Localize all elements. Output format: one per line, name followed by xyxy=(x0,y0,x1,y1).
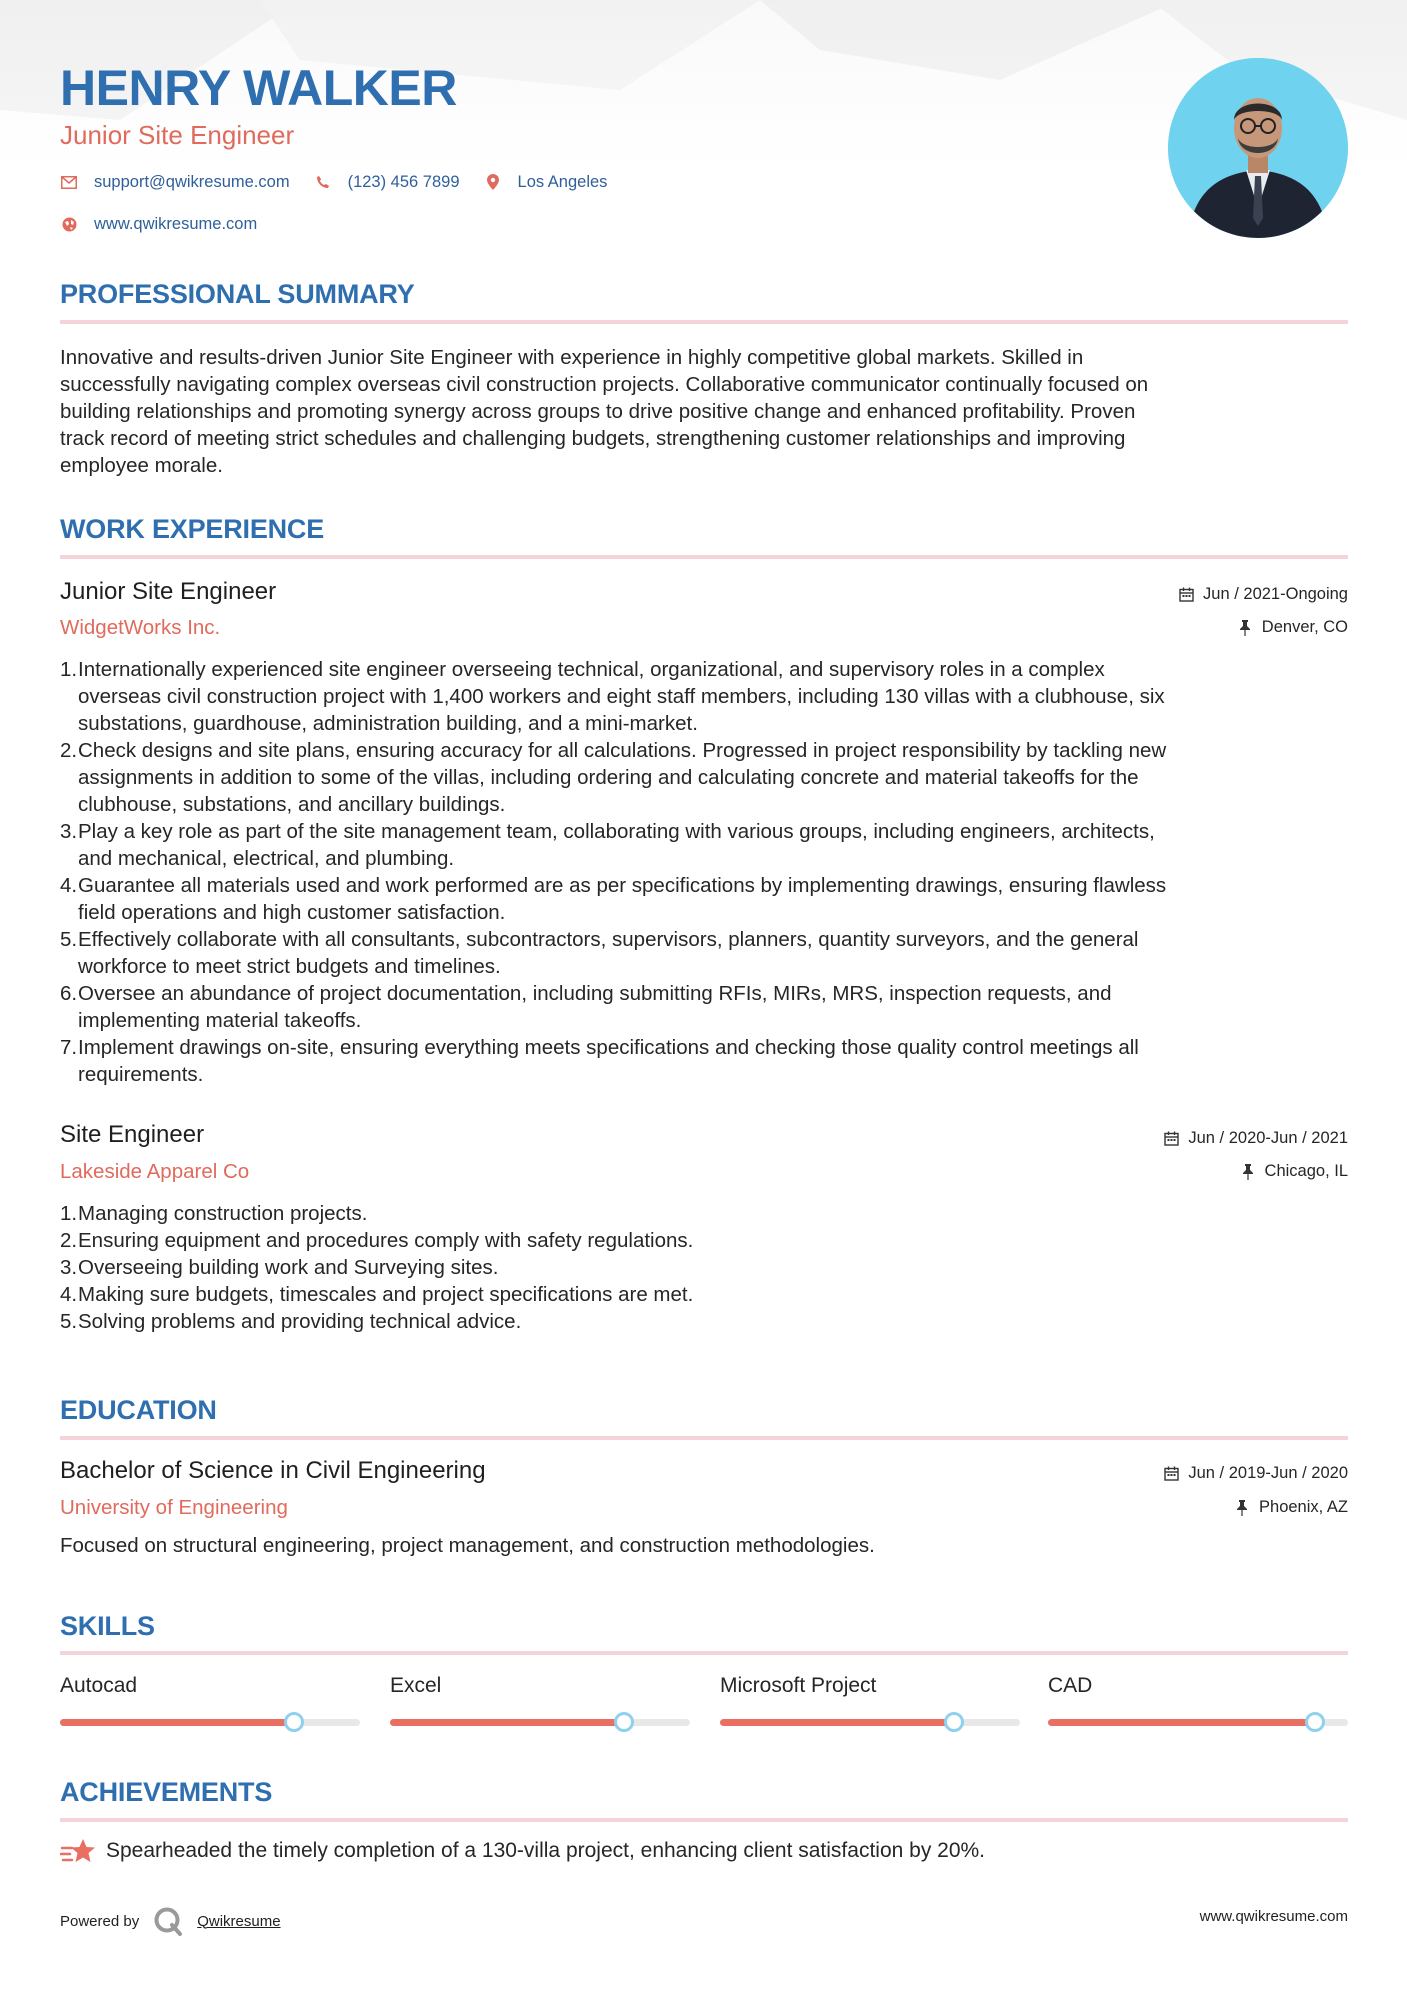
pushpin-icon xyxy=(1235,1500,1251,1516)
skill-microsoft-project xyxy=(720,1674,1020,1698)
list-line: requirements. xyxy=(78,1063,204,1086)
qwikresume-logo-icon xyxy=(153,1906,183,1936)
list-item xyxy=(60,926,1348,980)
contact-row-primary xyxy=(60,170,1348,194)
list-number: 4. xyxy=(60,874,78,897)
experience-divider xyxy=(60,555,1348,559)
list-item-text: Overseeing building work and Surveying sites. xyxy=(78,1256,499,1279)
candidate-name: HENRY WALKER xyxy=(60,60,457,116)
summary-heading: PROFESSIONAL SUMMARY xyxy=(60,279,415,309)
list-line: workforce to meet strict budgets and timelines. xyxy=(78,955,501,978)
list-number: 2. xyxy=(60,739,78,762)
list-item xyxy=(60,980,1348,1034)
achievements-divider xyxy=(60,1818,1348,1822)
qwikresume-link[interactable]: Qwikresume xyxy=(197,1912,281,1930)
footer xyxy=(60,1898,1348,1934)
job-dates-text: Jun / 2020-Jun / 2021 xyxy=(1188,1129,1348,1147)
pushpin-icon xyxy=(1238,620,1254,636)
list-item xyxy=(60,1308,1348,1335)
list-item-text xyxy=(78,818,1155,872)
list-item-text xyxy=(78,1034,1139,1088)
list-number: 1. xyxy=(60,1202,78,1225)
email-text: support@qwikresume.com xyxy=(94,172,290,191)
calendar-icon xyxy=(1164,1466,1180,1482)
school-name: University of Engineering xyxy=(60,1496,288,1519)
footer-website[interactable]: www.qwikresume.com xyxy=(1199,1908,1348,1925)
education-location-text: Phoenix, AZ xyxy=(1259,1498,1348,1516)
list-item xyxy=(60,1227,1348,1254)
list-item-text xyxy=(78,656,1165,737)
skill-level-knob xyxy=(614,1712,634,1732)
job-responsibilities xyxy=(60,656,1348,1088)
pushpin-icon xyxy=(1241,1164,1257,1180)
list-line: field operations and high customer satisfaction. xyxy=(78,901,506,924)
list-item xyxy=(60,1034,1348,1088)
list-item xyxy=(60,872,1348,926)
list-line: overseas civil construction project with 1,400 workers and eight staff members, including 130 villas with a clubhouse, six xyxy=(78,685,1165,708)
skill-bar xyxy=(390,1719,690,1726)
list-item xyxy=(60,656,1348,737)
list-line: Guarantee all materials used and work performed are as per specifications by implementing drawings, ensuring flawless xyxy=(78,874,1167,897)
list-item xyxy=(60,818,1348,872)
education-description: Focused on structural engineering, project management, and construction methodologies. xyxy=(60,1534,875,1557)
list-number: 6. xyxy=(60,982,78,1005)
list-item xyxy=(60,1254,1348,1281)
list-item-text xyxy=(78,926,1138,980)
phone-icon xyxy=(314,173,332,191)
skill-bar-fill xyxy=(720,1719,954,1726)
job-company: Lakeside Apparel Co xyxy=(60,1160,250,1183)
summary-text xyxy=(60,344,1348,479)
list-item-text xyxy=(78,980,1112,1034)
achievement-item xyxy=(60,1836,985,1866)
list-item-text: Managing construction projects. xyxy=(78,1202,368,1225)
list-item-text xyxy=(78,872,1166,926)
degree-title: Bachelor of Science in Civil Engineering xyxy=(60,1457,486,1484)
achievement-text: Spearheaded the timely completion of a 130-villa project, enhancing client satisfaction by 20%. xyxy=(106,1839,986,1862)
list-line: assignments in addition to some of the villas, including ordering and calculating concrete and material takeoffs for the xyxy=(78,766,1139,789)
skill-name: Autocad xyxy=(60,1674,138,1697)
contact-website[interactable] xyxy=(60,215,257,234)
list-number: 5. xyxy=(60,928,78,951)
skill-level-knob xyxy=(1305,1712,1325,1732)
list-item-text: Ensuring equipment and procedures comply with safety regulations. xyxy=(78,1229,694,1252)
list-item-text: Solving problems and providing technical advice. xyxy=(78,1310,522,1333)
list-number: 1. xyxy=(60,658,78,681)
list-number: 3. xyxy=(60,1256,78,1279)
achievements-heading: ACHIEVEMENTS xyxy=(60,1777,273,1807)
education-dates-text: Jun / 2019-Jun / 2020 xyxy=(1188,1464,1348,1482)
education-heading: EDUCATION xyxy=(60,1395,217,1425)
list-line: Oversee an abundance of project documentation, including submitting RFIs, MIRs, MRS, inspection requests, and xyxy=(78,982,1112,1005)
job-title: Junior Site Engineer xyxy=(60,578,277,605)
list-item-text xyxy=(78,737,1166,818)
job-location-text: Chicago, IL xyxy=(1264,1162,1348,1180)
candidate-title: Junior Site Engineer xyxy=(60,120,295,150)
job-dates-text: Jun / 2021-Ongoing xyxy=(1203,585,1348,603)
list-line: substations, guardhouse, administration building, and a mini-market. xyxy=(78,712,698,735)
education-location xyxy=(1235,1498,1348,1517)
job-company: WidgetWorks Inc. xyxy=(60,616,221,639)
skill-bar-fill xyxy=(390,1719,624,1726)
powered-by-label: Powered by xyxy=(60,1912,140,1930)
summary-line: track record of meeting strict schedules and challenging budgets, strengthening customer relationships and improving xyxy=(60,427,1126,450)
job-dates xyxy=(1164,1129,1348,1148)
job-location xyxy=(1238,618,1348,637)
job-dates xyxy=(1179,585,1348,604)
skills-divider xyxy=(60,1651,1348,1655)
list-line: Check designs and site plans, ensuring accuracy for all calculations. Progressed in project responsibility by tackling new xyxy=(78,739,1167,762)
resume-page xyxy=(60,0,1348,1990)
skill-bar xyxy=(1048,1719,1348,1726)
powered-by xyxy=(60,1906,281,1936)
phone-text: (123) 456 7899 xyxy=(347,172,460,191)
map-pin-icon xyxy=(484,173,502,191)
job-location-text: Denver, CO xyxy=(1261,618,1348,636)
skill-bar xyxy=(720,1719,1020,1726)
list-line: clubhouse, substations, and ancillary buildings. xyxy=(78,793,506,816)
website-text: www.qwikresume.com xyxy=(94,214,258,233)
list-number: 7. xyxy=(60,1036,78,1059)
skills-heading: SKILLS xyxy=(60,1611,155,1641)
skill-name: Excel xyxy=(390,1674,442,1697)
job-title: Site Engineer xyxy=(60,1121,205,1148)
skill-level-knob xyxy=(284,1712,304,1732)
resume-header xyxy=(60,58,1348,258)
contact-location xyxy=(484,173,608,192)
list-item-text: Making sure budgets, timescales and project specifications are met. xyxy=(78,1283,694,1306)
summary-divider xyxy=(60,320,1348,324)
skill-level-knob xyxy=(944,1712,964,1732)
skill-excel xyxy=(390,1674,690,1698)
skill-bar-fill xyxy=(60,1719,294,1726)
list-line: Effectively collaborate with all consultants, subcontractors, supervisors, planners, quantity surveyors, and the general xyxy=(78,928,1139,951)
education-dates xyxy=(1164,1464,1348,1483)
profile-photo xyxy=(1168,58,1348,238)
skill-cad xyxy=(1048,1674,1348,1698)
list-number: 2. xyxy=(60,1229,78,1252)
list-line: Internationally experienced site engineer overseeing technical, organizational, and supervisory roles in a complex xyxy=(78,658,1105,681)
experience-heading: WORK EXPERIENCE xyxy=(60,514,325,544)
globe-icon xyxy=(60,215,78,233)
list-item xyxy=(60,737,1348,818)
job-location xyxy=(1241,1162,1348,1181)
calendar-icon xyxy=(1179,587,1195,603)
list-line: Implement drawings on-site, ensuring everything meets specifications and checking those quality control meetings all xyxy=(78,1036,1139,1059)
skill-name: Microsoft Project xyxy=(720,1674,877,1697)
education-divider xyxy=(60,1436,1348,1440)
envelope-icon xyxy=(60,173,78,191)
location-text: Los Angeles xyxy=(517,172,608,191)
summary-line: employee morale. xyxy=(60,454,223,477)
list-line: Play a key role as part of the site management team, collaborating with various groups, including engineers, architects, xyxy=(78,820,1155,843)
contact-email[interactable] xyxy=(60,173,290,192)
list-line: implementing material takeoffs. xyxy=(78,1009,362,1032)
skill-name: CAD xyxy=(1048,1674,1093,1697)
list-number: 4. xyxy=(60,1283,78,1306)
skill-bar xyxy=(60,1719,360,1726)
list-number: 5. xyxy=(60,1310,78,1333)
contact-phone[interactable] xyxy=(314,173,460,192)
calendar-icon xyxy=(1164,1131,1180,1147)
job-responsibilities xyxy=(60,1200,1348,1335)
summary-line: Innovative and results-driven Junior Site Engineer with experience in highly competitive global markets. Skilled in xyxy=(60,346,1084,369)
summary-line: successfully navigating complex overseas civil construction projects. Collaborative communicator continually focused on xyxy=(60,373,1149,396)
list-number: 3. xyxy=(60,820,78,843)
list-item xyxy=(60,1281,1348,1308)
list-line: and mechanical, electrical, and plumbing. xyxy=(78,847,455,870)
contact-row-secondary xyxy=(60,212,1348,236)
list-item xyxy=(60,1200,1348,1227)
summary-line: building relationships and promoting synergy across groups to drive positive change and enhanced profitability. Proven xyxy=(60,400,1136,423)
star-badge-icon xyxy=(60,1836,96,1866)
skill-bar-fill xyxy=(1048,1719,1315,1726)
skill-autocad xyxy=(60,1674,360,1698)
